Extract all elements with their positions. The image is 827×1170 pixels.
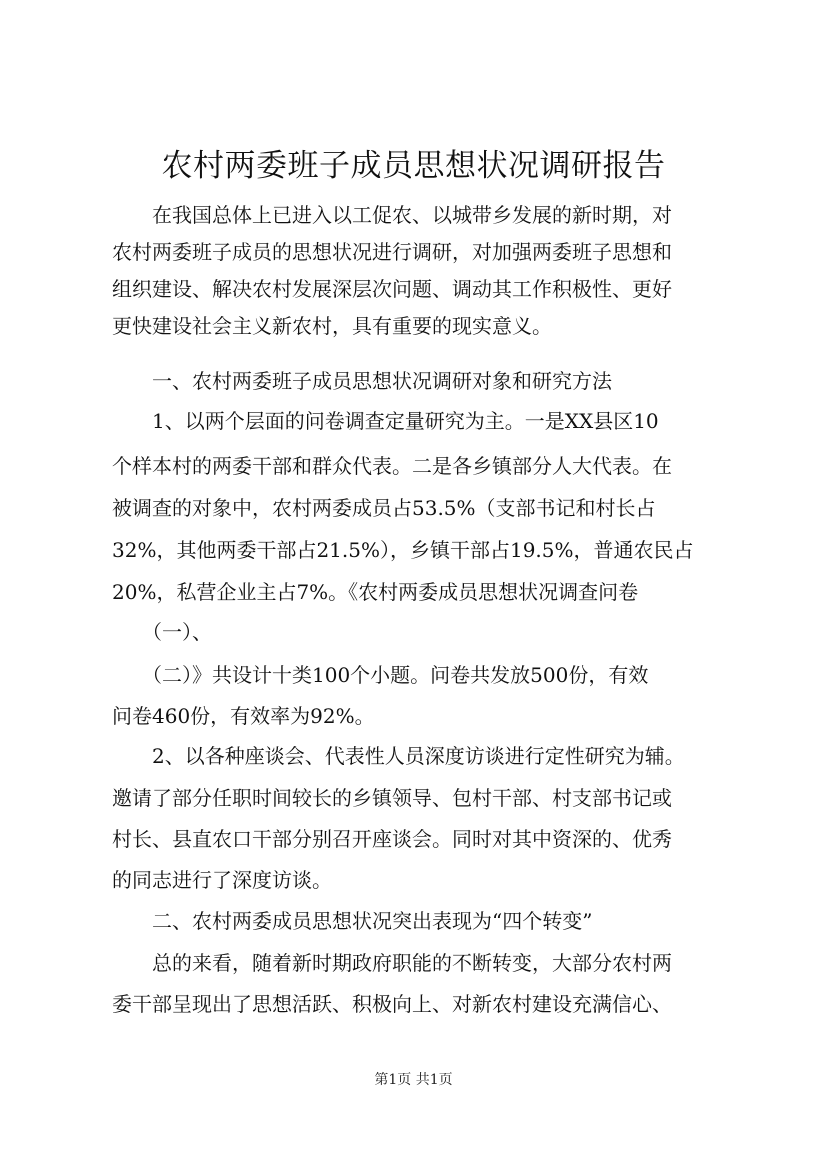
body-line-9: 32%，其他两委干部占21.5%），乡镇干部占19.5%，普通农民占 [112, 538, 694, 562]
section-heading-1: 一、农村两委班子成员思想状况调研对象和研究方法 [112, 369, 612, 393]
body-line-14: 2、以各种座谈会、代表性人员深度访谈进行定性研究为辅。 [112, 744, 685, 768]
body-line-13: 问卷460份，有效率为92%。 [112, 704, 375, 728]
body-line-10: 20%，私营企业主占7%。《农村两委成员思想状况调查问卷 [112, 580, 639, 604]
body-line-3: 组织建设、解决农村发展深层次问题、调动其工作积极性、更好 [112, 277, 672, 301]
document-title: 农村两委班子成员思想状况调研报告 [161, 148, 666, 184]
body-line-8: 被调查的对象中，农村两委成员占53.5%（支部书记和村长占 [112, 496, 656, 520]
section-heading-2: 二、农村两委成员思想状况突出表现为“四个转变” [112, 909, 593, 933]
body-line-2: 农村两委班子成员的思想状况进行调研，对加强两委班子思想和 [112, 240, 672, 264]
body-line-15: 邀请了部分任职时间较长的乡镇领导、包村干部、村支部书记或 [112, 786, 672, 810]
page-footer: 第1页 共1页 [374, 1072, 453, 1088]
body-line-4: 更快建设社会主义新农村，具有重要的现实意义。 [112, 314, 552, 338]
body-line-16: 村长、县直农口干部分别召开座谈会。同时对其中资深的、优秀 [112, 827, 672, 851]
body-line-20: 委干部呈现出了思想活跃、积极向上、对新农村建设充满信心、 [112, 992, 672, 1016]
body-line-12: （二）》共设计十类100个小题。问卷共发放500份，有效 [112, 663, 649, 687]
body-line-1: 在我国总体上已进入以工促农、以城带乡发展的新时期，对 [112, 203, 672, 227]
body-line-11: （一）、 [112, 620, 212, 644]
body-line-6: 1、以两个层面的问卷调查定量研究为主。一是XX县区10 [112, 409, 659, 433]
body-line-17: 的同志进行了深度访谈。 [112, 868, 332, 892]
body-line-19: 总的来看，随着新时期政府职能的不断转变，大部分农村两 [112, 951, 672, 975]
body-line-7: 个样本村的两委干部和群众代表。二是各乡镇部分人大代表。在 [112, 454, 672, 478]
